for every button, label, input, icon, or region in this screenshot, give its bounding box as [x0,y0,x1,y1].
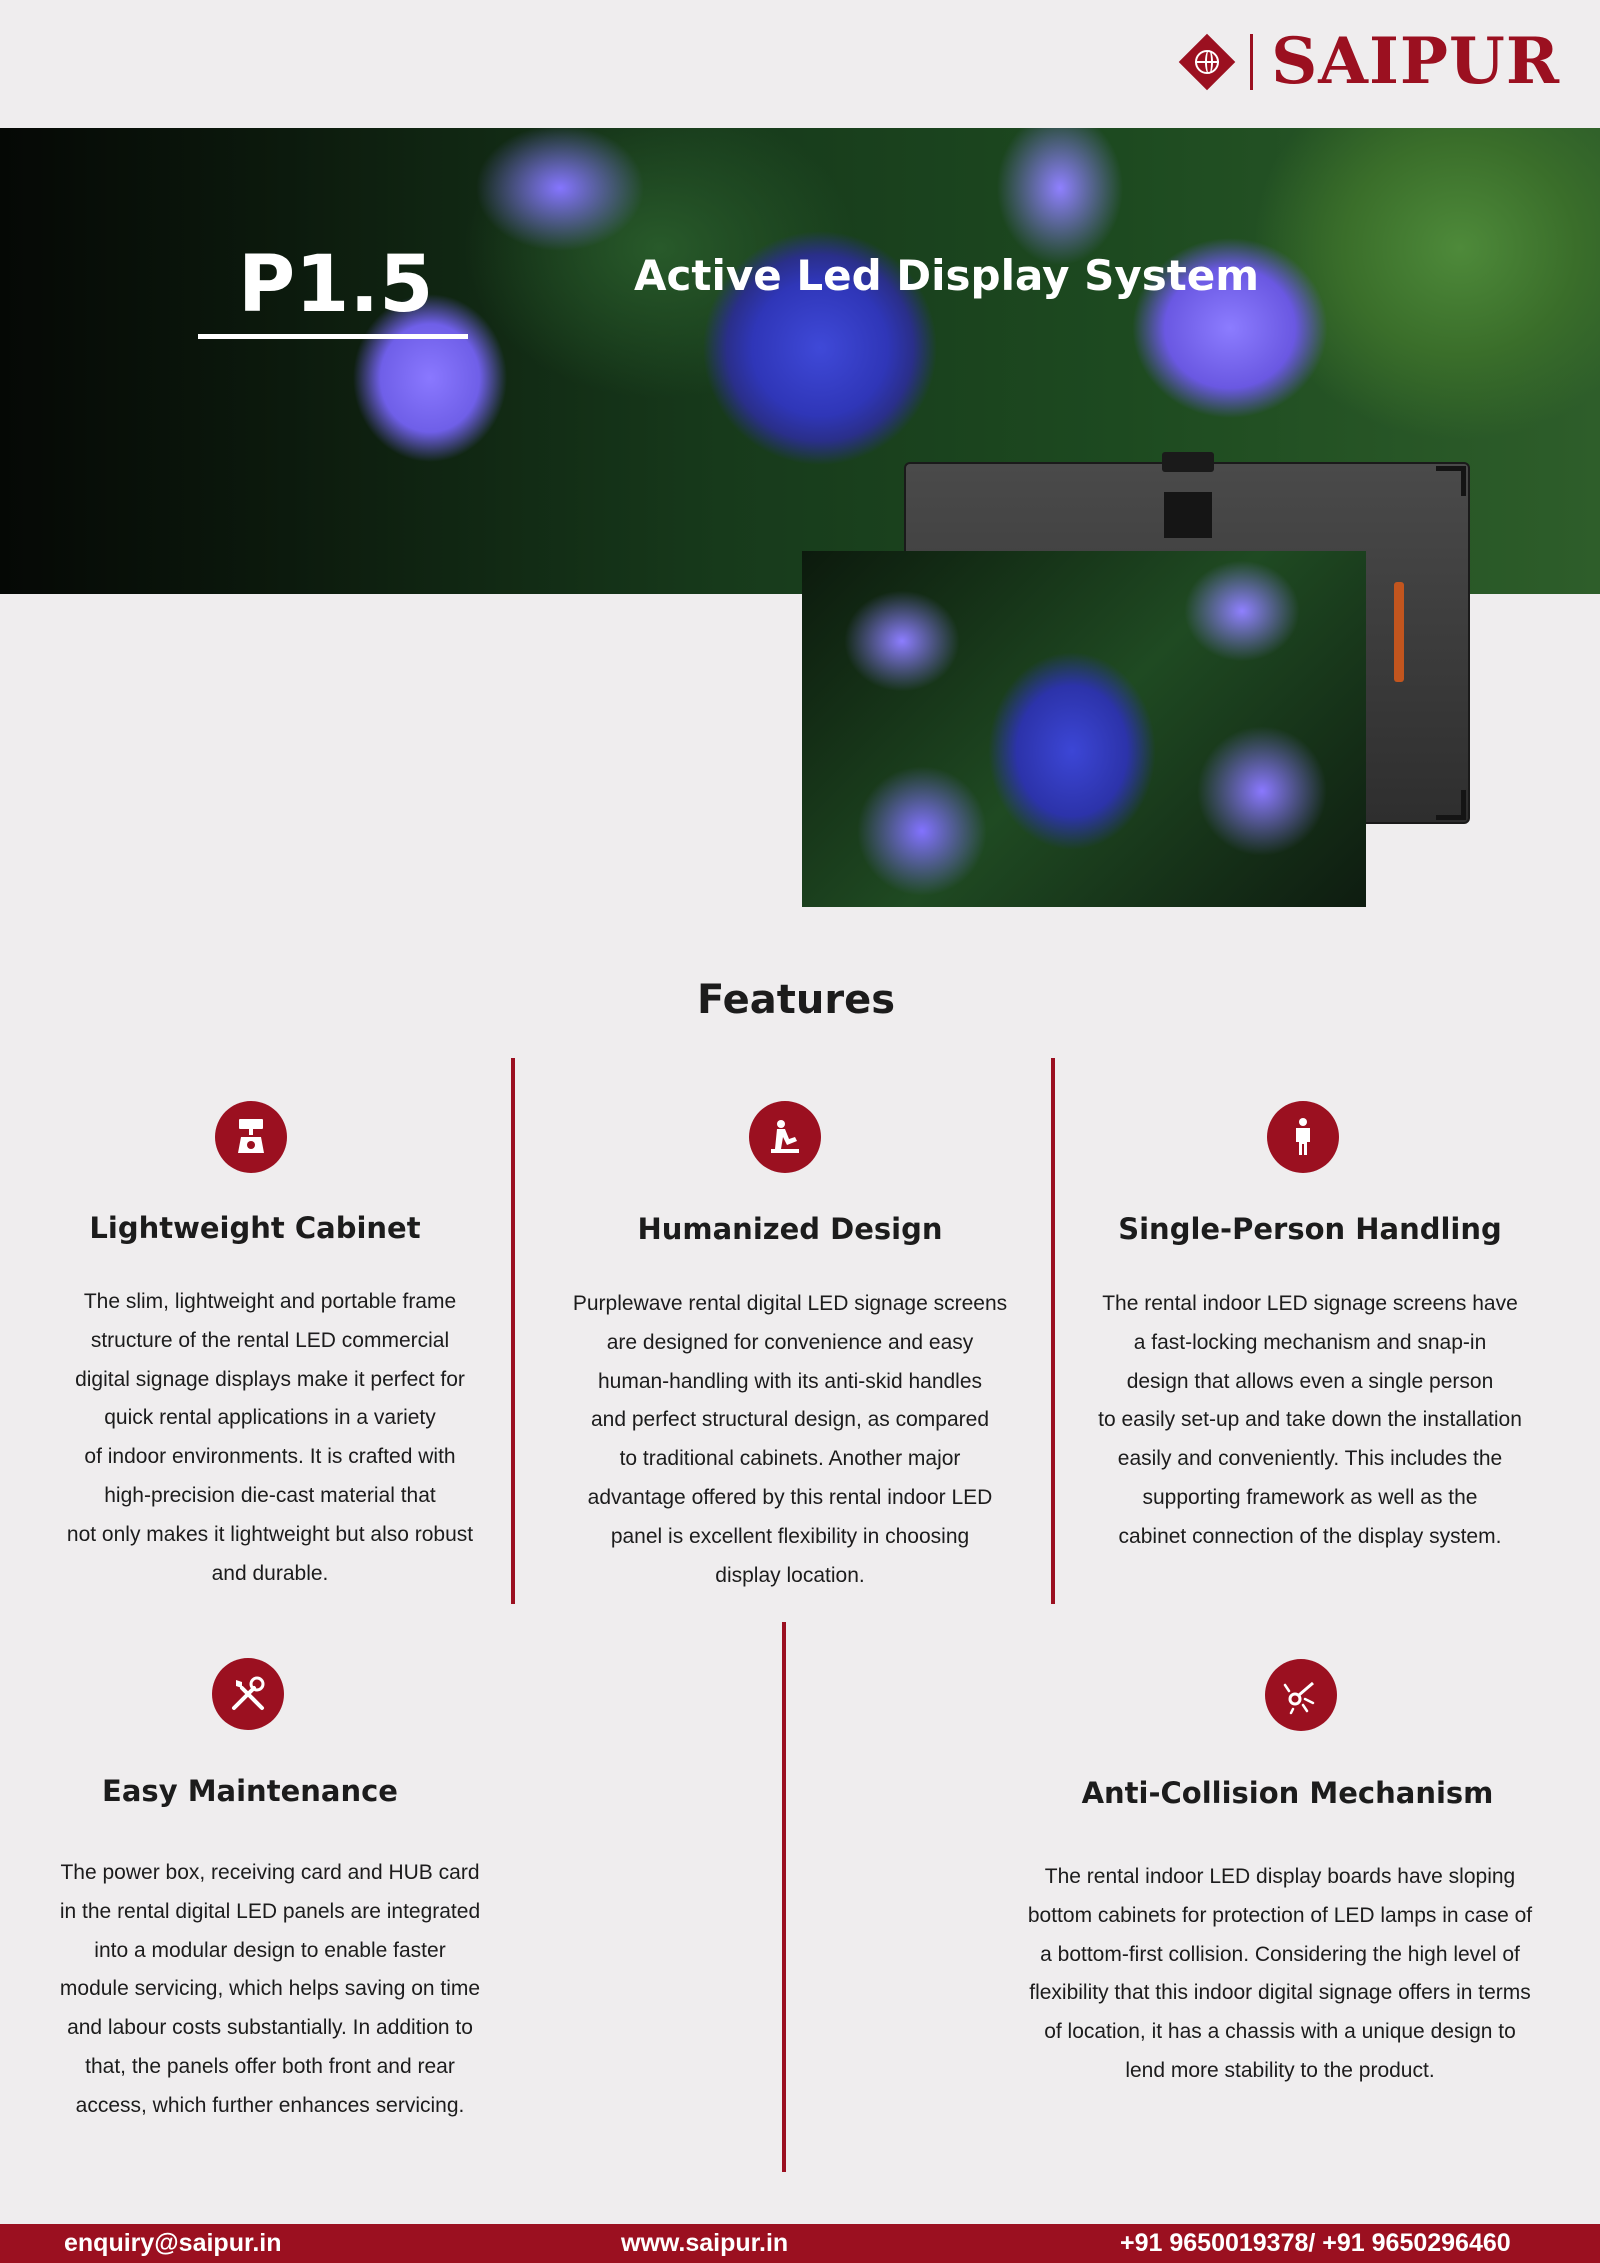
logo-divider [1250,34,1253,90]
feature-description: Purplewave rental digital LED signage screens are designed for convenience and easy human-handling with its anti-skid handles and perfect structural design, as compared to traditional cabinets. Another major advantage offered by this rental indoor LED panel is excellent flexibility in choosing display location. [572,1292,1008,1587]
cabinet-lock [1164,492,1212,538]
scale-icon [215,1101,287,1173]
brand-logo[interactable] [1178,24,1560,99]
footer-bar [0,2224,1600,2263]
brand-name: SAIPUR [1271,24,1560,99]
features-heading: Features [696,977,896,1023]
feature-title: Lightweight Cabinet [89,1211,421,1245]
cabinet-handle [1162,452,1214,472]
column-divider [1051,1058,1055,1604]
feature-title: Single-Person Handling [1118,1212,1502,1246]
header [0,0,1600,128]
feature-description: The slim, lightweight and portable frame structure of the rental LED commercial digital signage displays make it perfect for quick rental applications in a variety of indoor environments. It is crafted with high-precision die-cast material that not only makes it lightweight but also robust and durable. [66,1290,474,1585]
column-divider [782,1622,786,2172]
feature-description: The power box, receiving card and HUB card in the rental digital LED panels are integrated into a modular design to enable faster module servicing, which helps saving on time and labour costs substantially. In addition to that, the panels offer both front and rear access, which further enhances servicing. [59,1861,481,2117]
globe-diamond-icon [1178,33,1236,91]
person-handling-icon [749,1101,821,1173]
tools-icon [212,1658,284,1730]
feature-description: The rental indoor LED signage screens have a fast-locking mechanism and snap-in design that allows even a single person to easily set-up and take down the installation easily and conveniently. This includes the supporting framework as well as the cabinet connection of the display system. [1098,1292,1522,1548]
model-title: P1.5 [238,240,434,330]
feature-description: The rental indoor LED display boards have sloping bottom cabinets for protection of LED lamps in case of a bottom-first collision. Considering the high level of flexibility that this indoor digital signage offers in terms of location, it has a chassis with a unique design to lend more stability to the product. [1027,1865,1533,2082]
collision-icon [1265,1659,1337,1731]
footer-email[interactable]: enquiry@saipur.in [64,2229,282,2257]
feature-title: Easy Maintenance [102,1774,398,1808]
feature-title: Anti-Collision Mechanism [1081,1776,1494,1810]
hero-headline: Active Led Display System [634,251,1260,300]
cabinet-corner [1436,790,1466,820]
feature-title: Humanized Design [637,1212,943,1246]
led-screen-image [802,551,1366,907]
footer-website[interactable]: www.saipur.in [621,2229,789,2257]
footer-phone[interactable]: +91 9650019378/ +91 9650296460 [1120,2229,1511,2257]
single-person-icon [1267,1101,1339,1173]
cabinet-corner [1436,466,1466,496]
model-underline [198,334,468,339]
cabinet-side-connector [1394,582,1404,682]
